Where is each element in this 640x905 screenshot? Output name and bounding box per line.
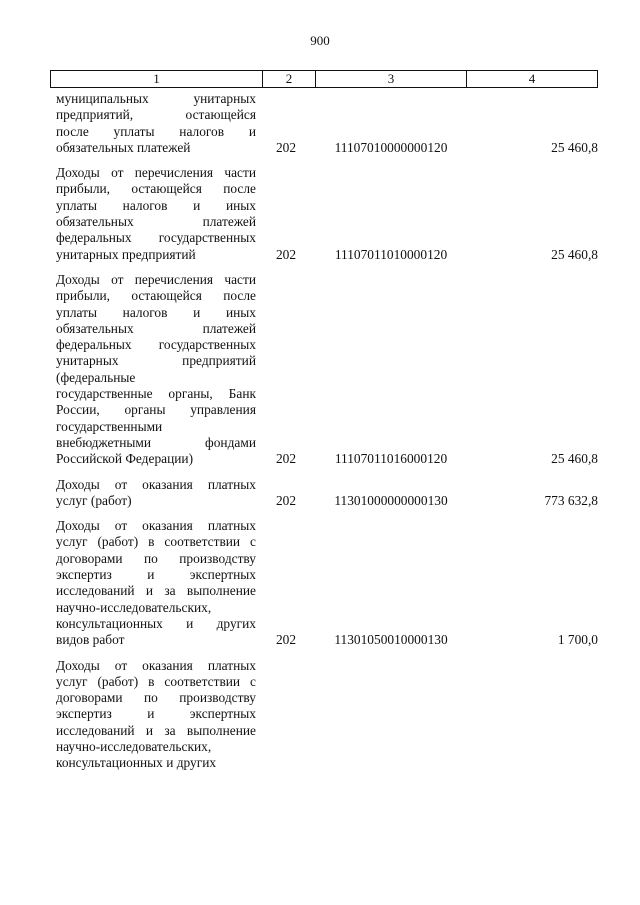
row-admin-code: 202 [275, 139, 297, 155]
description-line: научно-исследовательских, [56, 599, 212, 615]
column-header-3: 3 [316, 71, 467, 88]
table-row [56, 477, 598, 510]
description-line: Доходы от оказания платных [56, 657, 256, 673]
row-description [56, 518, 256, 648]
row-admin-code: 202 [275, 492, 297, 508]
description-line: после уплаты налогов и [56, 123, 256, 139]
description-line: обязательных платежей [56, 214, 256, 230]
row-classification-code: 11107010000000120 [334, 139, 448, 155]
table-row [56, 165, 598, 263]
row-admin-code: 202 [275, 246, 297, 262]
row-classification-code: 11107011010000120 [334, 246, 448, 262]
row-description [56, 658, 256, 772]
column-header-1: 1 [51, 71, 263, 88]
row-admin-code: 202 [275, 632, 297, 648]
row-description [56, 477, 256, 510]
description-line: России, органы управления [56, 402, 256, 418]
description-line: обязательных платежей [56, 139, 191, 155]
column-header-row [50, 70, 598, 88]
column-header-2: 2 [263, 71, 316, 88]
description-line: видов работ [56, 632, 125, 648]
description-line: услуг (работ) [56, 492, 132, 508]
description-line: экспертиз и экспертных [56, 567, 256, 583]
row-classification-code: 11301000000000130 [334, 492, 448, 508]
description-line: Доходы от оказания платных [56, 476, 256, 492]
description-line: Доходы от перечисления части [56, 165, 256, 181]
description-line: научно-исследовательских, [56, 738, 212, 754]
row-description [56, 165, 256, 263]
table-row [56, 272, 598, 468]
description-line: федеральных государственных [56, 230, 256, 246]
table-row [56, 91, 598, 156]
description-line: экспертиз и экспертных [56, 706, 256, 722]
row-description [56, 272, 256, 468]
description-line: унитарных предприятий [56, 246, 196, 262]
table-row [56, 518, 598, 648]
description-line: уплаты налогов и иных [56, 304, 256, 320]
row-amount: 25 460,8 [551, 246, 598, 262]
row-classification-code: 11107011016000120 [334, 451, 448, 467]
description-line: Доходы от перечисления части [56, 271, 256, 287]
description-line: услуг (работ) в соответствии с [56, 534, 256, 550]
row-admin-code: 202 [275, 451, 297, 467]
row-classification-code: 11301050010000130 [334, 632, 448, 648]
description-line: государственными [56, 418, 163, 434]
description-line: консультационных и других [56, 615, 256, 631]
description-line: обязательных платежей [56, 320, 256, 336]
description-line: консультационных и других [56, 755, 217, 771]
description-line: прибыли, остающейся после [56, 288, 256, 304]
description-line: Доходы от оказания платных [56, 518, 256, 534]
description-line: внебюджетными фондами [56, 434, 256, 450]
row-amount: 25 460,8 [551, 139, 598, 155]
table-row [56, 658, 598, 772]
description-line: Российской Федерации) [56, 451, 194, 467]
description-line: муниципальных унитарных [56, 91, 256, 106]
description-line: услуг (работ) в соответствии с [56, 673, 256, 689]
description-line: предприятий, остающейся [56, 107, 256, 123]
page-number: 900 [310, 33, 330, 48]
budget-table-body [56, 91, 598, 781]
description-line: федеральных государственных [56, 337, 256, 353]
description-line: унитарных предприятий [56, 353, 256, 369]
row-amount: 25 460,8 [551, 451, 598, 467]
description-line: уплаты налогов и иных [56, 197, 256, 213]
description-line: исследований и за выполнение [56, 722, 256, 738]
description-line: прибыли, остающейся после [56, 181, 256, 197]
description-line: исследований и за выполнение [56, 583, 256, 599]
description-line: (федеральные [56, 369, 136, 385]
description-line: договорами по производству [56, 550, 256, 566]
description-line: государственные органы, Банк [56, 386, 256, 402]
row-amount: 773 632,8 [544, 492, 598, 508]
column-header-4: 4 [467, 71, 598, 88]
row-description [56, 91, 256, 156]
description-line: договорами по производству [56, 690, 256, 706]
row-amount: 1 700,0 [557, 632, 598, 648]
